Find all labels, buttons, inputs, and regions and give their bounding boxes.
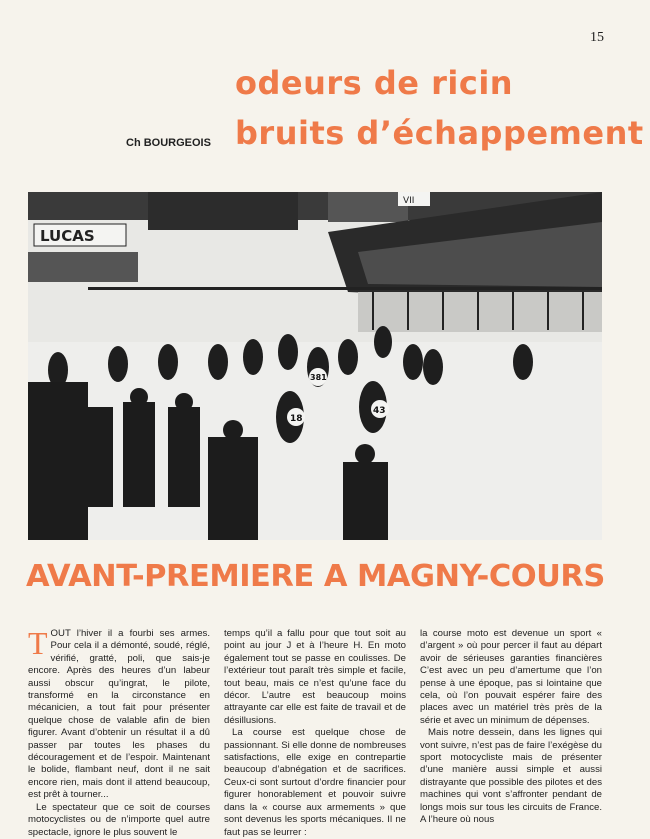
- text-column-3: [420, 628, 602, 827]
- bib-381: 381: [310, 373, 327, 382]
- page-number: 15: [590, 30, 604, 45]
- paragraph: Le spectateur que ce soit de courses motocyclistes ou de n’importe quel autre spectacle, ignore le plus souvent le: [28, 801, 210, 838]
- article-headline: AVANT-PREMIERE A MAGNY-COURS: [26, 559, 605, 594]
- paragraph: temps qu’il a fallu pour que tout soit au point au jour J et à l’heure H. En moto également tout se passe en coulisses. De l’extérieur tout paraît très simple et facile, tout beau, mais ce n’est qu’une face du décor. L’autre est beaucoup moins attrayante car elle est faite de travail et de désillusions.: [224, 628, 406, 726]
- paragraph: [28, 625, 210, 802]
- article-title-line-1: odeurs de ricin: [235, 64, 514, 102]
- bib-18: 18: [290, 414, 303, 424]
- drop-cap: T: [28, 625, 48, 661]
- bib-43: 43: [373, 406, 386, 416]
- race-start-photo: [28, 192, 602, 540]
- text-column-2: [224, 628, 406, 839]
- board-text: VII: [403, 196, 415, 206]
- paragraph: La course est quelque chose de passionnant. Si elle donne de nombreuses satisfactions, elle exige en contrepartie beaucoup d’abnégation et de sacrifices. Ceux-ci sont surtout d’ordre financier pour figurer honorablement et pouvoir suivre dans la « course aux armements » que sont devenus les sports mécaniques. Il ne faut pas se leurrer :: [224, 727, 406, 838]
- paragraph: la course moto est devenue un sport « d’argent » où pour percer il faut au départ avoir de sérieuses garanties financières C’est avec un peu d’amertume que l’on pense à une époque, pas si lointaine que cela, où l’on pouvait espérer faire des places avec un matériel très près de la série et avec un minimum de dépenses.: [420, 628, 602, 726]
- author-byline: Ch BOURGEOIS: [126, 137, 211, 149]
- paragraph: Mais notre dessein, dans les lignes qui vont suivre, n’est pas de faire l’exégèse du sport motocycliste mais de présenter d’une manière aussi simple et aussi distrayante que possible des pilotes et des machines qui vont s’affronter pendant de longs mois sur tous les circuits de France. A l’heure où nous: [420, 727, 602, 826]
- paragraph-text: OUT l’hiver il a fourbi ses armes. Pour cela il a démonté, soudé, réglé, vérifié, gratté, poli, que sais-je encore. Après des heures d’un labeur aussi obscur qu’ingrat, le pilote, transformé en la circonstance en mécanicien, a tout fait pour présenter quelque chose de valable afin de bien figurer. Avant d’obtenir un résultat il a dû passer par toutes les phases du découragement et de l’espoir. Maintenant le bolide, flambant neuf, dont il ne sait encore rien, mais dont il attend beaucoup, est prêt à tourner...: [28, 628, 210, 801]
- article-title-line-2: bruits d’échappement: [235, 114, 644, 152]
- text-column-1: [28, 625, 210, 839]
- lucas-banner-text: LUCAS: [40, 227, 95, 245]
